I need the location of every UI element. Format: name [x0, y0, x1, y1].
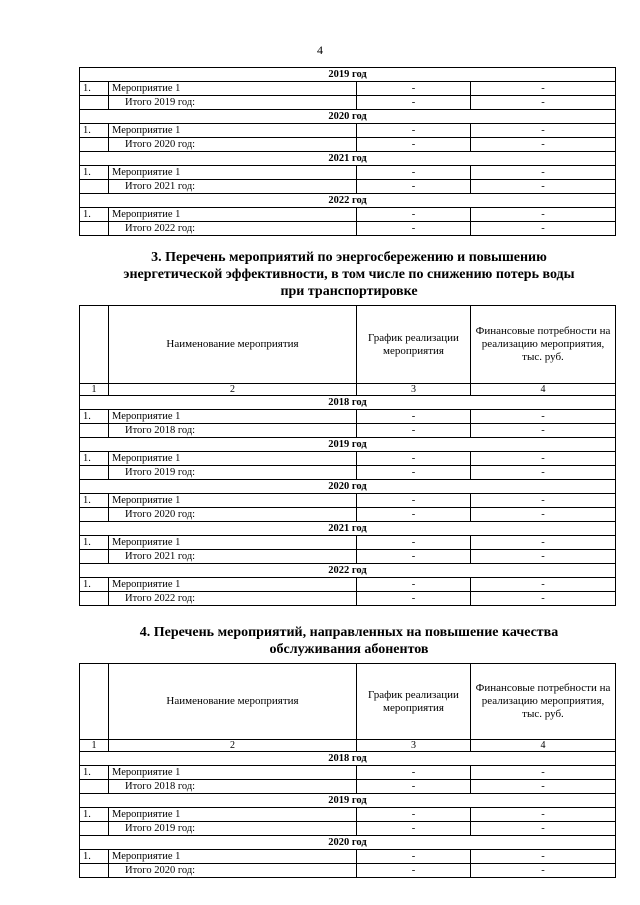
year-row: 2020 год — [80, 836, 616, 850]
measure-name: Мероприятие 1 — [109, 850, 357, 864]
table-row — [80, 410, 616, 424]
schedule-cell: - — [357, 138, 471, 152]
finance-cell: - — [471, 124, 616, 138]
year-row: 2019 год — [80, 438, 616, 452]
table-header-row — [80, 306, 616, 384]
header-col-number — [80, 664, 109, 740]
section3-title — [79, 249, 619, 300]
section3-title-line2: энергетической эффективности, в том числе по снижению потерь воды — [123, 267, 575, 282]
table-row — [80, 82, 616, 96]
row-number-empty — [80, 424, 109, 438]
schedule-cell: - — [357, 124, 471, 138]
finance-cell: - — [471, 222, 616, 236]
column-number: 4 — [471, 740, 616, 752]
measure-name: Мероприятие 1 — [109, 766, 357, 780]
total-label: Итого 2020 год: — [109, 138, 357, 152]
finance-cell: - — [471, 850, 616, 864]
finance-cell: - — [471, 766, 616, 780]
header-col-name: Наименование мероприятия — [109, 306, 357, 384]
schedule-cell: - — [357, 508, 471, 522]
finance-cell: - — [471, 864, 616, 878]
total-label: Итого 2019 год: — [109, 466, 357, 480]
finance-cell: - — [471, 494, 616, 508]
row-number: 1. — [80, 578, 109, 592]
finance-cell: - — [471, 82, 616, 96]
header-col-name: Наименование мероприятия — [109, 664, 357, 740]
table-row — [80, 850, 616, 864]
schedule-cell: - — [357, 766, 471, 780]
row-number-empty — [80, 138, 109, 152]
year-group — [80, 110, 616, 152]
measure-name: Мероприятие 1 — [109, 494, 357, 508]
row-number: 1. — [80, 536, 109, 550]
schedule-cell: - — [357, 96, 471, 110]
section4-title-line2: обслуживания абонентов — [269, 642, 429, 657]
year-group — [80, 194, 616, 236]
year-row: 2022 год — [80, 564, 616, 578]
schedule-cell: - — [357, 592, 471, 606]
section3-title-line1: 3. Перечень мероприятий по энергосбережению и повышению — [151, 250, 547, 265]
total-row — [80, 780, 616, 794]
finance-cell: - — [471, 96, 616, 110]
total-row — [80, 550, 616, 564]
row-number-empty — [80, 864, 109, 878]
schedule-cell: - — [357, 166, 471, 180]
measure-name: Мероприятие 1 — [109, 166, 357, 180]
section4-title-line1: 4. Перечень мероприятий, направленных на повышение качества — [139, 625, 559, 640]
finance-cell: - — [471, 410, 616, 424]
row-number-empty — [80, 466, 109, 480]
total-label: Итого 2021 год: — [109, 550, 357, 564]
finance-cell: - — [471, 424, 616, 438]
year-group — [80, 752, 616, 794]
finance-cell: - — [471, 780, 616, 794]
column-numbers-row — [80, 384, 616, 396]
measure-name: Мероприятие 1 — [109, 124, 357, 138]
total-label: Итого 2019 год: — [109, 822, 357, 836]
total-label: Итого 2019 год: — [109, 96, 357, 110]
row-number-empty — [80, 180, 109, 194]
year-row: 2020 год — [80, 110, 616, 124]
measure-name: Мероприятие 1 — [109, 452, 357, 466]
year-group — [80, 396, 616, 438]
table-section3 — [79, 305, 616, 606]
finance-cell: - — [471, 138, 616, 152]
year-group — [80, 522, 616, 564]
row-number: 1. — [80, 124, 109, 138]
schedule-cell: - — [357, 452, 471, 466]
year-group — [80, 68, 616, 110]
schedule-cell: - — [357, 424, 471, 438]
total-row — [80, 424, 616, 438]
finance-cell: - — [471, 592, 616, 606]
finance-cell: - — [471, 166, 616, 180]
row-number-empty — [80, 550, 109, 564]
header-col-number — [80, 306, 109, 384]
schedule-cell: - — [357, 82, 471, 96]
table-row — [80, 536, 616, 550]
total-label: Итого 2021 год: — [109, 180, 357, 194]
schedule-cell: - — [357, 822, 471, 836]
schedule-cell: - — [357, 780, 471, 794]
row-number-empty — [80, 222, 109, 236]
column-number: 1 — [80, 384, 109, 396]
finance-cell: - — [471, 452, 616, 466]
total-row — [80, 864, 616, 878]
table-row — [80, 578, 616, 592]
schedule-cell: - — [357, 208, 471, 222]
year-row: 2021 год — [80, 522, 616, 536]
finance-cell: - — [471, 808, 616, 822]
column-number: 3 — [357, 740, 471, 752]
table-row — [80, 452, 616, 466]
row-number: 1. — [80, 494, 109, 508]
finance-cell: - — [471, 508, 616, 522]
year-row: 2020 год — [80, 480, 616, 494]
table-row — [80, 494, 616, 508]
total-label: Итого 2020 год: — [109, 864, 357, 878]
column-numbers-row — [80, 740, 616, 752]
table-row — [80, 208, 616, 222]
schedule-cell: - — [357, 180, 471, 194]
schedule-cell: - — [357, 494, 471, 508]
header-col-schedule: График реализации мероприятия — [357, 664, 471, 740]
finance-cell: - — [471, 208, 616, 222]
table-header-row — [80, 664, 616, 740]
year-group — [80, 794, 616, 836]
row-number: 1. — [80, 82, 109, 96]
table-row — [80, 766, 616, 780]
header-col-schedule: График реализации мероприятия — [357, 306, 471, 384]
page-number: 4 — [317, 43, 323, 57]
row-number: 1. — [80, 850, 109, 864]
total-row — [80, 592, 616, 606]
total-row — [80, 466, 616, 480]
schedule-cell: - — [357, 222, 471, 236]
schedule-cell: - — [357, 536, 471, 550]
finance-cell: - — [471, 466, 616, 480]
measure-name: Мероприятие 1 — [109, 578, 357, 592]
table-row — [80, 166, 616, 180]
finance-cell: - — [471, 180, 616, 194]
column-number: 1 — [80, 740, 109, 752]
header-col-finance: Финансовые потребности на реализацию мероприятия, тыс. руб. — [471, 306, 616, 384]
measure-name: Мероприятие 1 — [109, 410, 357, 424]
total-label: Итого 2020 год: — [109, 508, 357, 522]
finance-cell: - — [471, 536, 616, 550]
table-row — [80, 808, 616, 822]
measure-name: Мероприятие 1 — [109, 536, 357, 550]
year-row: 2018 год — [80, 752, 616, 766]
total-row — [80, 180, 616, 194]
schedule-cell: - — [357, 550, 471, 564]
year-group — [80, 836, 616, 878]
year-group — [80, 480, 616, 522]
table-row — [80, 124, 616, 138]
year-row: 2022 год — [80, 194, 616, 208]
year-group — [80, 152, 616, 194]
column-number: 3 — [357, 384, 471, 396]
total-label: Итого 2018 год: — [109, 424, 357, 438]
row-number: 1. — [80, 766, 109, 780]
total-label: Итого 2022 год: — [109, 592, 357, 606]
row-number: 1. — [80, 166, 109, 180]
schedule-cell: - — [357, 808, 471, 822]
column-number: 2 — [109, 384, 357, 396]
schedule-cell: - — [357, 410, 471, 424]
row-number-empty — [80, 96, 109, 110]
schedule-cell: - — [357, 850, 471, 864]
total-label: Итого 2018 год: — [109, 780, 357, 794]
measure-name: Мероприятие 1 — [109, 808, 357, 822]
year-row: 2018 год — [80, 396, 616, 410]
measure-name: Мероприятие 1 — [109, 208, 357, 222]
total-row — [80, 222, 616, 236]
total-row — [80, 138, 616, 152]
schedule-cell: - — [357, 578, 471, 592]
section3-title-line3: при транспортировке — [280, 284, 418, 299]
section4-title — [79, 624, 619, 658]
row-number: 1. — [80, 410, 109, 424]
schedule-cell: - — [357, 864, 471, 878]
year-group — [80, 438, 616, 480]
row-number-empty — [80, 822, 109, 836]
year-row: 2019 год — [80, 794, 616, 808]
total-row — [80, 508, 616, 522]
total-label: Итого 2022 год: — [109, 222, 357, 236]
table-section4 — [79, 663, 616, 878]
column-number: 4 — [471, 384, 616, 396]
year-row: 2021 год — [80, 152, 616, 166]
column-number: 2 — [109, 740, 357, 752]
schedule-cell: - — [357, 466, 471, 480]
finance-cell: - — [471, 550, 616, 564]
row-number-empty — [80, 592, 109, 606]
row-number: 1. — [80, 208, 109, 222]
finance-cell: - — [471, 578, 616, 592]
header-col-finance: Финансовые потребности на реализацию мероприятия, тыс. руб. — [471, 664, 616, 740]
row-number: 1. — [80, 452, 109, 466]
year-row: 2019 год — [80, 68, 616, 82]
row-number-empty — [80, 508, 109, 522]
row-number-empty — [80, 780, 109, 794]
finance-cell: - — [471, 822, 616, 836]
row-number: 1. — [80, 808, 109, 822]
table-continuation — [79, 67, 616, 236]
total-row — [80, 96, 616, 110]
measure-name: Мероприятие 1 — [109, 82, 357, 96]
year-group — [80, 564, 616, 606]
total-row — [80, 822, 616, 836]
